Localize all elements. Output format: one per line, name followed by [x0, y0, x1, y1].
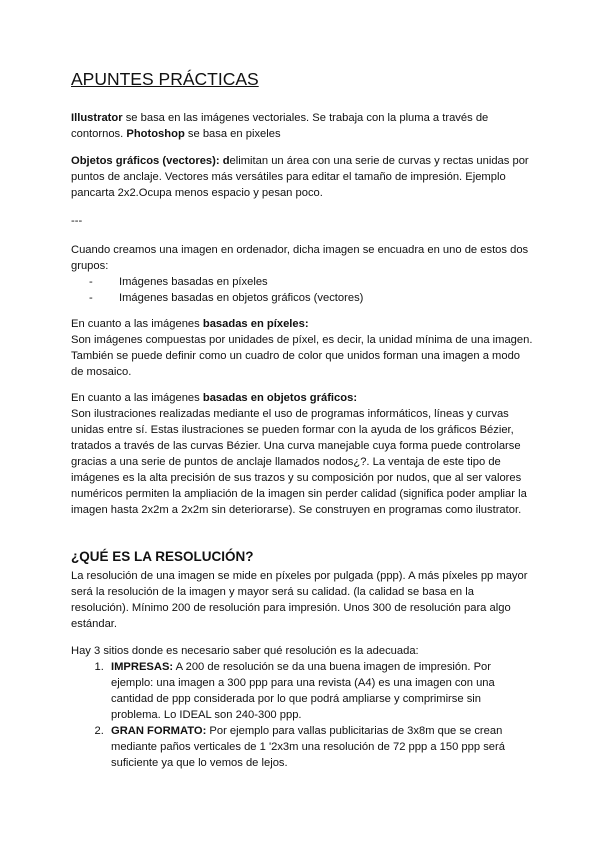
illustrator-term: Illustrator — [71, 112, 123, 124]
objetos-paragraph — [71, 153, 533, 201]
list-item: - Imágenes basadas en píxeles — [89, 274, 533, 290]
vectores-lead: En cuanto a las imágenes — [71, 392, 203, 404]
grupos-list — [71, 274, 533, 306]
list-item: - Imágenes basadas en objetos gráficos (vectores) — [89, 290, 533, 306]
item-text: A 200 de resolución se da una buena imagen de impresión. Por ejemplo: una imagen a 300 ppp para una revista (A4) es una imagen con una cantidad de ppp considerada por lo que podrá ampliarse y comprimirse sin problema. Lo IDEAL son 240-300 ppp. — [111, 661, 495, 721]
grupos-text: Cuando creamos una imagen en ordenador, dicha imagen se encuadra en uno de estos dos grupos: — [71, 244, 529, 272]
separator: --- — [71, 215, 83, 227]
intro-text-2: se basa en pixeles — [184, 128, 281, 140]
intro-paragraph — [71, 110, 533, 142]
item-label: GRAN FORMATO: — [111, 725, 207, 737]
item-label: IMPRESAS: — [111, 661, 174, 673]
vectores-text: Son ilustraciones realizadas mediante el uso de programas informáticos, líneas y curvas unidas entre sí. Estas ilustraciones se pueden formar con la ayuda de los gráficos Bézier, tratados a través de las curvas Bézier. Una curva manejable cuya forma puede controlarse gracias a una serie de puntos de anclaje llamados nodos¿?. La ventaja de este tipo de imágenes es la alta precisión de sus trazos y su composición por nudos, que al ser valores numéricos permiten la ampliación de la imagen sin perder calidad (significa poder ampliar la imagen hasta 2x2m a 2x2m sin deteriorarse). Se construyen en programas como ilustrator. — [71, 408, 527, 516]
list-item — [107, 659, 533, 723]
pixeles-section — [71, 316, 533, 380]
intro-text: se basa en las imágenes vectoriales. Se trabaja con la pluma a través de contornos. — [71, 112, 489, 140]
objetos-term: Objetos gráficos (vectores): d — [71, 155, 230, 167]
sitios-text: Hay 3 sitios donde es necesario saber qué resolución es la adecuada: — [71, 645, 419, 657]
list-item — [107, 723, 533, 771]
vectores-heading: basadas en objetos gráficos: — [202, 392, 358, 404]
pixeles-lead: En cuanto a las imágenes — [71, 318, 203, 330]
resolucion-text: La resolución de una imagen se mide en píxeles por pulgada (ppp). A más píxeles pp mayor será la resolución de la imagen y mayor será su calidad. (la calidad se basa en la resolución). Mínimo 200 de resolución para impresión. Unos 300 de resolución para algo estándar. — [71, 570, 528, 630]
grupos-section — [71, 242, 533, 306]
vectores-section — [71, 390, 533, 518]
photoshop-term: Photoshop — [126, 128, 185, 140]
page-title: APUNTES PRÁCTICAS — [71, 69, 259, 89]
item-text: Por ejemplo para vallas publicitarias de 3x8m que se crean mediante paños verticales de 1 '2x3m una resolución de 72 ppp a 150 ppp será suficiente ya que lo vemos de lejos. — [111, 725, 505, 769]
resolucion-heading: ¿QUÉ ES LA RESOLUCIÓN? — [71, 549, 254, 564]
objetos-text: elimitan un área con una serie de curvas y rectas unidas por puntos de anclaje. Vectores más versátiles para editar el tamaño de impresión. Ejemplo pancarta 2x2.Ocupa menos espacio y pesan poco. — [71, 155, 529, 199]
sitios-list — [71, 659, 533, 771]
pixeles-heading: basadas en píxeles: — [202, 318, 309, 330]
sitios-section — [71, 643, 533, 771]
pixeles-text: Son imágenes compuestas por unidades de píxel, es decir, la unidad mínima de una imagen. También se puede definir como un cuadro de color que unidos forman una imagen a modo de mosaico. — [71, 334, 533, 378]
